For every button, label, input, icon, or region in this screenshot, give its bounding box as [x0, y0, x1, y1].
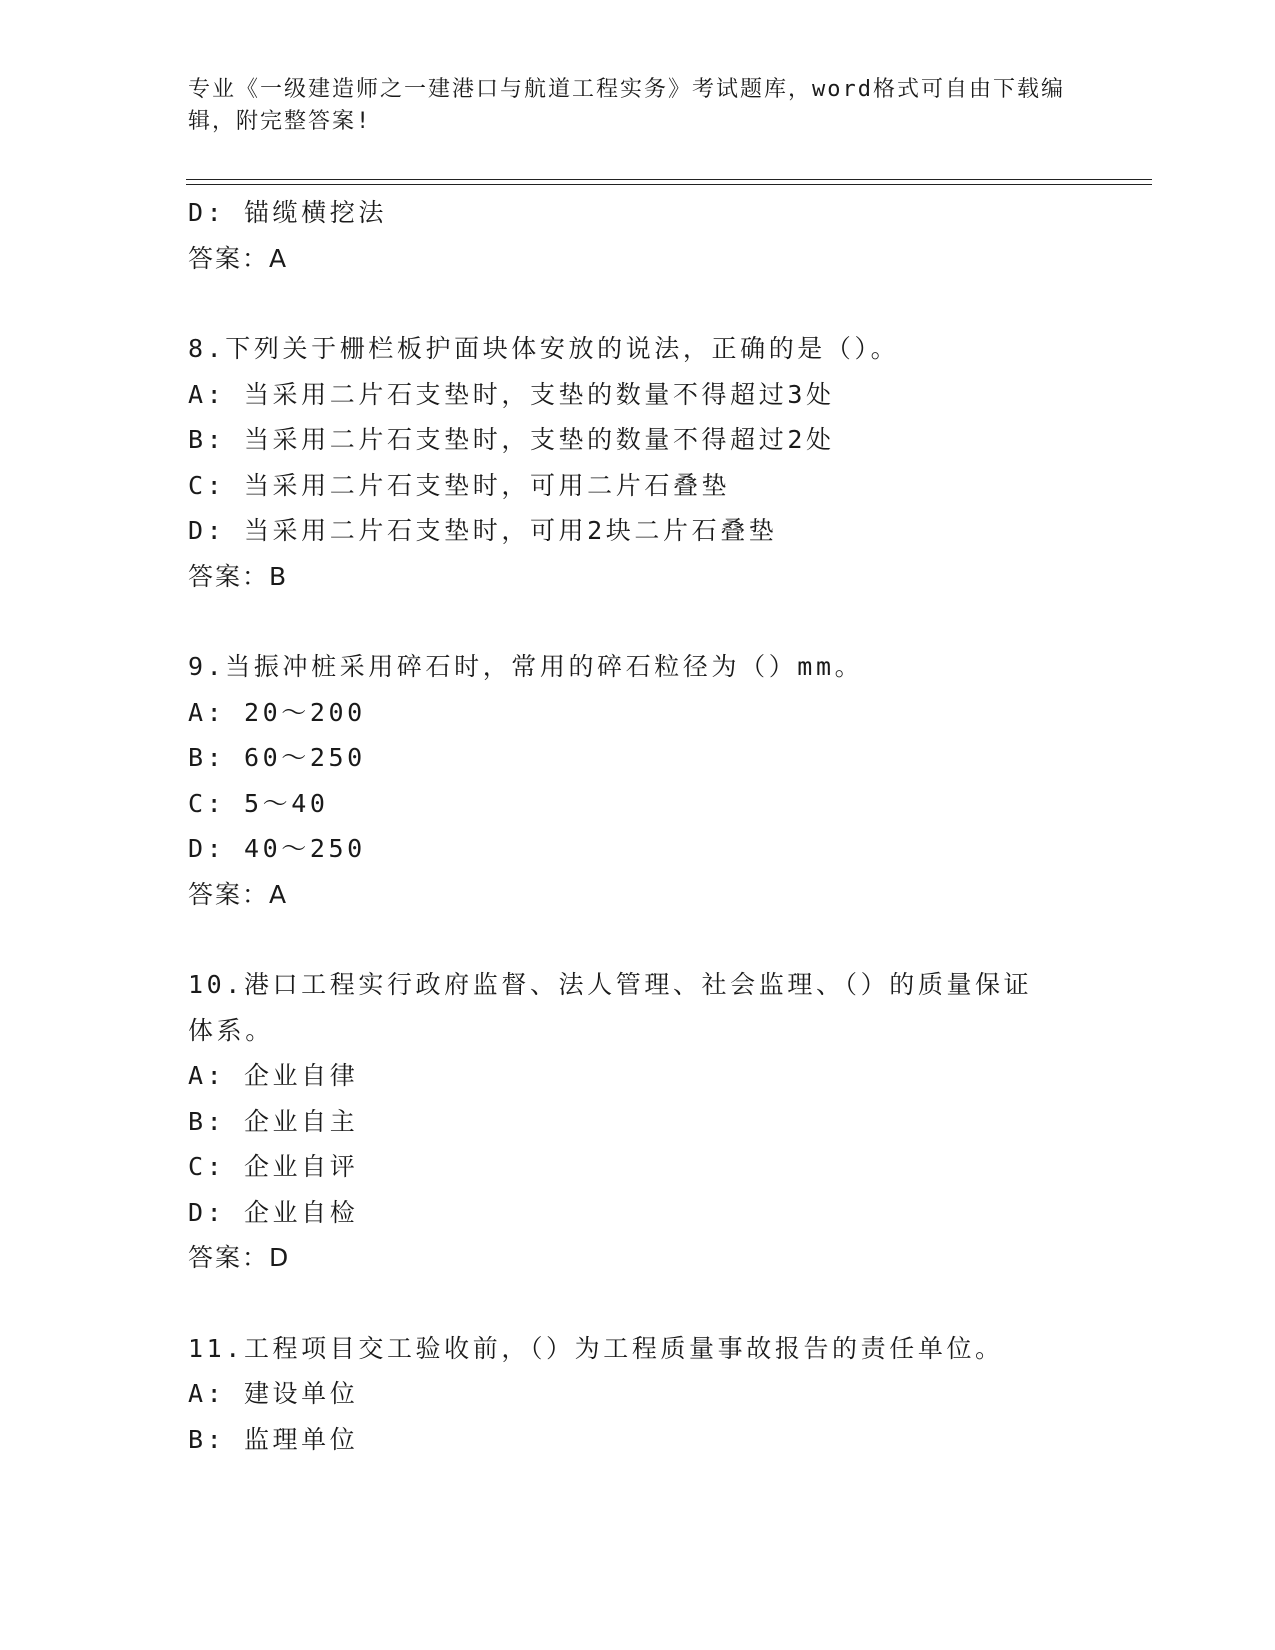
option-a: A: 当采用二片石支垫时，支垫的数量不得超过3处: [188, 379, 835, 409]
option-b: B: 当采用二片石支垫时，支垫的数量不得超过2处: [188, 425, 835, 454]
option-d: D: 40～250: [188, 834, 366, 863]
question-stem: 10.港口工程实行政府监督、法人管理、社会监理、（）的质量保证体系。: [188, 970, 1033, 1045]
option-b: B: 企业自主: [188, 1106, 359, 1136]
option-b: B: 监理单位: [188, 1424, 359, 1454]
header-divider-top: [186, 179, 1152, 180]
option-c: C: 5～40: [188, 788, 329, 818]
spacer: [188, 281, 1088, 326]
question-stem: 9.当振冲桩采用碎石时，常用的碎石粒径为（）mm。: [188, 652, 864, 681]
option-d: D: 当采用二片石支垫时，可用2块二片石叠垫: [188, 516, 778, 545]
header-divider-bottom: [186, 184, 1152, 185]
prev-option-d: D: 锚缆横挖法: [188, 198, 387, 227]
question-11: [188, 1326, 1088, 1463]
question-8: [188, 326, 1088, 599]
option-a: A: 20～200: [188, 697, 366, 727]
question-stem: 11.工程项目交工验收前，（）为工程质量事故报告的责任单位。: [188, 1333, 1004, 1363]
question-content: [188, 190, 1088, 1462]
option-a: A: 建设单位: [188, 1379, 359, 1408]
option-a: A: 企业自律: [188, 1061, 359, 1090]
prev-answer: 答案：A: [188, 243, 289, 273]
document-header: 专业《一级建造师之一建港口与航道工程实务》考试题库，word格式可自由下载编辑，附完整答案!: [188, 77, 1065, 134]
option-c: C: 企业自评: [188, 1152, 359, 1181]
question-stem: 8.下列关于栅栏板护面块体安放的说法，正确的是（）。: [188, 334, 900, 363]
question-9: [188, 644, 1088, 917]
spacer: [188, 1281, 1088, 1326]
spacer: [188, 599, 1088, 644]
option-d: D: 企业自检: [188, 1197, 359, 1227]
answer: 答案：A: [188, 879, 289, 909]
option-c: C: 当采用二片石支垫时，可用二片石叠垫: [188, 470, 731, 500]
question-10: [188, 962, 1088, 1281]
option-b: B: 60～250: [188, 743, 366, 772]
answer: 答案：D: [188, 1243, 291, 1272]
spacer: [188, 917, 1088, 962]
answer: 答案：B: [188, 561, 289, 591]
